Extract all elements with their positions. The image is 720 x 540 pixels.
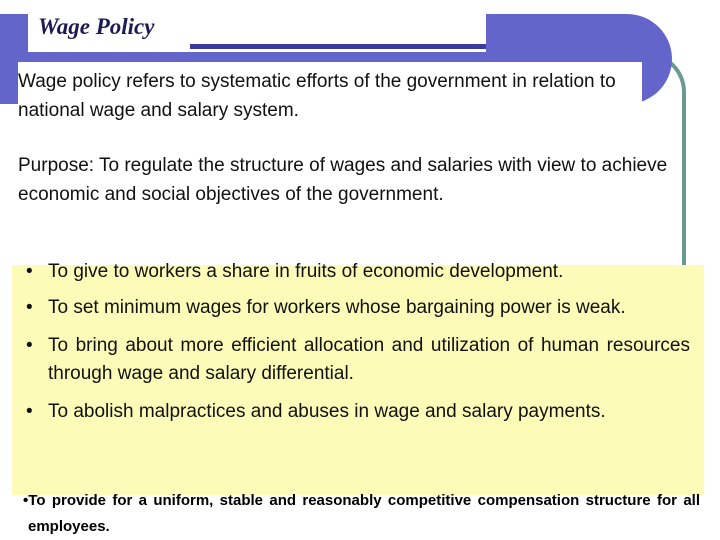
bullet-icon: • xyxy=(26,401,33,422)
objective-text: To bring about more efficient allocation and utilization of human resources through wage and salary differential. xyxy=(48,335,690,384)
bullet-icon: • xyxy=(26,297,33,318)
slide-title: Wage Policy xyxy=(38,14,155,39)
objective-text: To set minimum wages for workers whose bargaining power is weak. xyxy=(48,297,626,318)
objective-text: To abolish malpractices and abuses in wage and salary payments. xyxy=(48,401,606,422)
purpose-text: Purpose: To regulate the structure of wages and salaries with view to achieve economic and social objectives of the government. xyxy=(18,155,668,205)
bullet-icon: • xyxy=(26,335,33,356)
objectives-list xyxy=(22,258,690,426)
title-underline xyxy=(190,44,486,49)
list-item xyxy=(22,294,690,322)
definition-text: Wage policy refers to systematic efforts of the government in relation to national wage and salary system. xyxy=(18,71,616,121)
list-item xyxy=(22,398,690,426)
bullet-icon: • xyxy=(23,492,29,509)
list-item xyxy=(22,332,690,388)
objective-text: To give to workers a share in fruits of economic development. xyxy=(48,261,564,282)
final-objective-text: To provide for a uniform, stable and reasonably competitive compensation structure for all employees. xyxy=(28,492,700,535)
list-item xyxy=(22,258,690,286)
final-objective xyxy=(23,488,700,540)
bullet-icon: • xyxy=(26,261,33,282)
